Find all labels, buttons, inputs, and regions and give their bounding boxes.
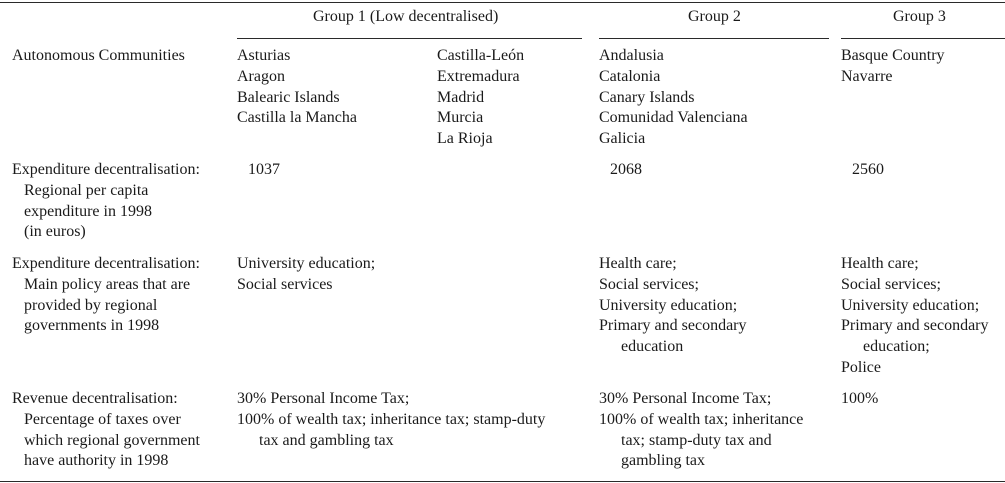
list-item: Social services: [237, 275, 333, 293]
row-label-revenue: Revenue decentralisation: Percentage of taxes over which regional government have authority in 1998: [12, 390, 200, 470]
list-item: Asturias: [237, 47, 291, 64]
list-item: education;: [863, 338, 930, 356]
header-group3: Group 3: [893, 8, 946, 25]
group1-revenue: 30% Personal Income Tax; 100% of wealth tax; inheritance tax; stamp-duty tax and gambling tax: [237, 390, 546, 449]
list-item: Primary and secondary: [841, 317, 989, 335]
header-rule-group1: [237, 38, 582, 39]
list-item: Aragon: [237, 67, 285, 85]
group3-revenue: 100%: [841, 390, 879, 407]
header-group1: Group 1 (Low decentralised): [313, 8, 499, 25]
row-label-expenditure: Expenditure decentralisation: Regional per capita expenditure in 1998 (in euros): [12, 161, 200, 241]
row-label-communities: Autonomous Communities: [12, 47, 185, 64]
group3-communities: [841, 46, 945, 88]
group2-policy: [599, 254, 747, 358]
group1-expenditure-value: 1037: [248, 161, 280, 178]
group3-expenditure-value: 2560: [852, 161, 884, 178]
group2-revenue: 30% Personal Income Tax; 100% of wealth tax; inheritance tax; stamp-duty tax and gambling tax: [599, 390, 804, 470]
list-item: University education;: [237, 255, 376, 272]
list-item: Balearic Islands: [237, 88, 340, 106]
group1-communities-col2: [437, 46, 524, 150]
list-item: Canary Islands: [599, 88, 695, 106]
list-item: Castilla-León: [437, 47, 525, 64]
group2-communities: [599, 46, 748, 150]
list-item: University education;: [599, 296, 738, 314]
list-item: Police: [841, 358, 881, 376]
header-rule-group3: [841, 38, 1005, 39]
group1-communities-col1: [237, 46, 357, 129]
row-label-policy: Expenditure decentralisation: Main policy areas that are provided by regional governments in 1998: [12, 255, 200, 335]
list-item: Murcia: [437, 109, 484, 127]
list-item: Andalusia: [599, 47, 664, 64]
top-rule: [0, 2, 1005, 3]
list-item: La Rioja: [437, 130, 493, 148]
list-item: Castilla la Mancha: [237, 109, 357, 127]
list-item: Basque Country: [841, 47, 945, 64]
list-item: Social services;: [841, 275, 941, 293]
list-item: Extremadura: [437, 67, 520, 85]
list-item: Health care;: [599, 255, 677, 272]
list-item: Comunidad Valenciana: [599, 109, 748, 127]
group2-expenditure-value: 2068: [610, 161, 642, 178]
list-item: Health care;: [841, 255, 919, 272]
bottom-rule: [0, 481, 1005, 482]
list-item: University education;: [841, 296, 980, 314]
list-item: Madrid: [437, 88, 485, 106]
group3-policy: [841, 254, 989, 379]
list-item: Catalonia: [599, 67, 661, 85]
list-item: education: [621, 338, 684, 356]
list-item: Navarre: [841, 67, 893, 85]
group1-policy: [237, 254, 375, 296]
list-item: Primary and secondary: [599, 317, 747, 335]
header-rule-group2: [599, 38, 829, 39]
header-group2: Group 2: [688, 8, 741, 25]
list-item: Social services;: [599, 275, 699, 293]
list-item: Galicia: [599, 130, 646, 148]
